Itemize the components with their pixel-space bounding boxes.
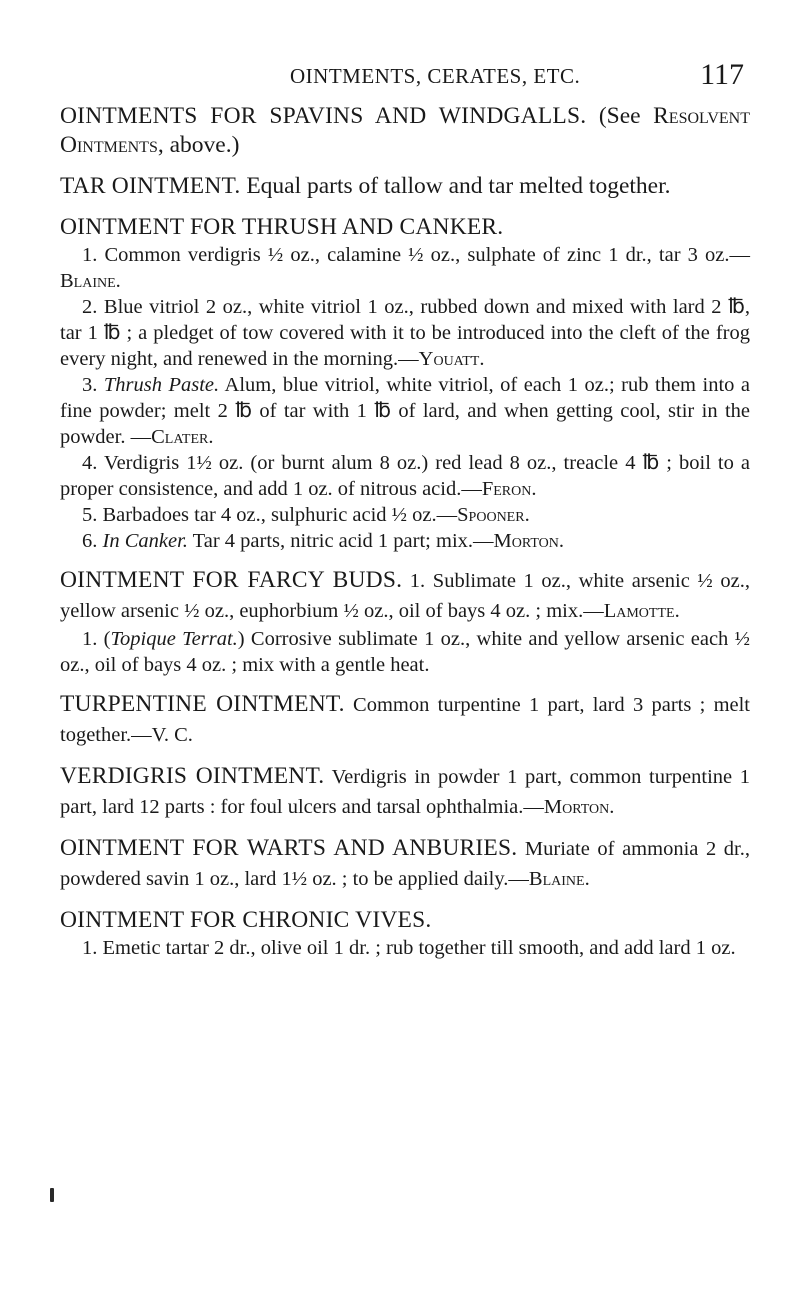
recipe-text: ) Corrosive sublimate 1 oz., white and yellow arsenic each ½ oz., oil of bays 4 oz. ; mix with a gentle heat. <box>60 628 750 676</box>
entry-paragraph <box>60 834 750 894</box>
recipe-number: 6. <box>82 530 103 552</box>
recipe-item <box>60 450 750 502</box>
ink-mark <box>50 1188 54 1202</box>
recipe-text: Alum, blue vitriol, white vitriol, of each 1 oz.; rub them into a fine powder; melt 2 ℔ of tar with 1 ℔ of lard, and when getting cool, stir in the powder. — <box>60 374 750 448</box>
running-head-title: OINTMENTS, CERATES, ETC. <box>290 64 581 88</box>
entry-text: Common turpentine 1 part, lard 3 parts ; melt together.—V. C. <box>60 694 750 746</box>
recipe-author: Morton. <box>543 796 615 818</box>
entry-paragraph <box>60 762 750 822</box>
entry-heading: OINTMENT FOR WARTS AND ANBURIES. <box>60 835 518 861</box>
recipe-text: 2. Blue vitriol 2 oz., white vitriol 1 oz., rubbed down and mixed with lard 2 ℔, tar 1 ℔ ; a pledget of tow covered with it to be introduced into the cleft of the frog every night, and renewed in the morning.— <box>60 296 750 370</box>
recipe-item <box>60 242 750 294</box>
recipe-author: Youatt. <box>418 348 485 370</box>
entry-text: Muriate of ammonia 2 dr., powdered savin 1 oz., lard 1½ oz. ; to be applied daily.— <box>60 838 751 890</box>
entry-paragraph <box>60 690 750 750</box>
entry-farcy <box>60 566 750 678</box>
recipe-text: 1. Emetic tartar 2 dr., olive oil 1 dr. ; rub together till smooth, and add lard 1 oz. <box>82 937 736 959</box>
recipe-label: Topique Terrat. <box>110 628 238 650</box>
entry-paragraph <box>60 172 750 201</box>
recipe-text: 5. Barbadoes tar 4 oz., sulphuric acid ½ oz.— <box>82 504 458 526</box>
entry-text: (See <box>586 103 654 129</box>
recipe-item <box>60 372 750 450</box>
recipe-author: Blaine. <box>528 868 590 890</box>
recipe-author: Lamotte. <box>603 600 680 622</box>
cross-reference: Resolvent Ointments <box>60 103 750 158</box>
recipe-author: Blaine. <box>60 270 121 292</box>
recipe-author: Spooner. <box>457 504 530 526</box>
entry-thrush <box>60 213 750 554</box>
book-page <box>60 58 750 973</box>
entry-heading: OINTMENTS FOR SPAVINS AND WINDGALLS. <box>60 103 587 129</box>
entry-spavins <box>60 102 750 160</box>
recipe-item <box>60 294 750 372</box>
entry-verdigris <box>60 762 750 822</box>
recipe-text: 4. Verdigris 1½ oz. (or burnt alum 8 oz.) red lead 8 oz., treacle 4 ℔ ; boil to a proper consistence, and add 1 oz. of nitrous acid.— <box>60 452 750 500</box>
recipe-text: 1. Sublimate 1 oz., white arsenic ½ oz., yellow arsenic ½ oz., euphorbium ½ oz., oil of bays 4 oz. ; mix.— <box>60 570 751 622</box>
recipe-label: Thrush Paste. <box>103 374 220 396</box>
entry-tar <box>60 172 750 201</box>
entry-heading: TAR OINTMENT. <box>60 173 241 199</box>
page-number: 117 <box>700 58 744 91</box>
recipe-item <box>60 528 750 554</box>
running-head <box>60 58 750 91</box>
entry-paragraph <box>60 566 750 626</box>
recipe-item <box>60 502 750 528</box>
entry-vives <box>60 906 750 961</box>
entry-text: , above.) <box>157 132 240 158</box>
entry-text: Equal parts of tallow and tar melted together. <box>240 173 671 199</box>
entry-heading-line <box>60 213 750 242</box>
recipe-label: In Canker. <box>102 530 188 552</box>
entry-heading: OINTMENT FOR THRUSH AND CANKER. <box>60 214 504 240</box>
entry-heading: VERDIGRIS OINTMENT. <box>60 763 325 789</box>
entry-heading: OINTMENT FOR CHRONIC VIVES. <box>60 907 432 933</box>
entry-paragraph <box>60 102 750 160</box>
entry-text: Verdigris in powder 1 part, common turpentine 1 part, lard 12 parts : for foul ulcers and tarsal ophthalmia.— <box>60 766 750 818</box>
recipe-author: Morton. <box>493 530 564 552</box>
recipe-item <box>60 935 750 961</box>
entry-heading: OINTMENT FOR FARCY BUDS. <box>60 567 403 593</box>
entry-warts <box>60 834 750 894</box>
recipe-text: 1. Common verdigris ½ oz., calamine ½ oz., sulphate of zinc 1 dr., tar 3 oz.— <box>82 244 750 266</box>
recipe-number: 3. <box>82 374 104 396</box>
recipe-text: Tar 4 parts, nitric acid 1 part; mix.— <box>187 530 494 552</box>
recipe-number: 1. ( <box>82 628 111 650</box>
recipe-item <box>60 626 750 678</box>
entry-heading: TURPENTINE OINTMENT. <box>60 691 345 717</box>
entry-turpentine <box>60 690 750 750</box>
recipe-author: Feron. <box>481 478 537 500</box>
recipe-author: Clater. <box>151 426 214 448</box>
entry-heading-line <box>60 906 750 935</box>
